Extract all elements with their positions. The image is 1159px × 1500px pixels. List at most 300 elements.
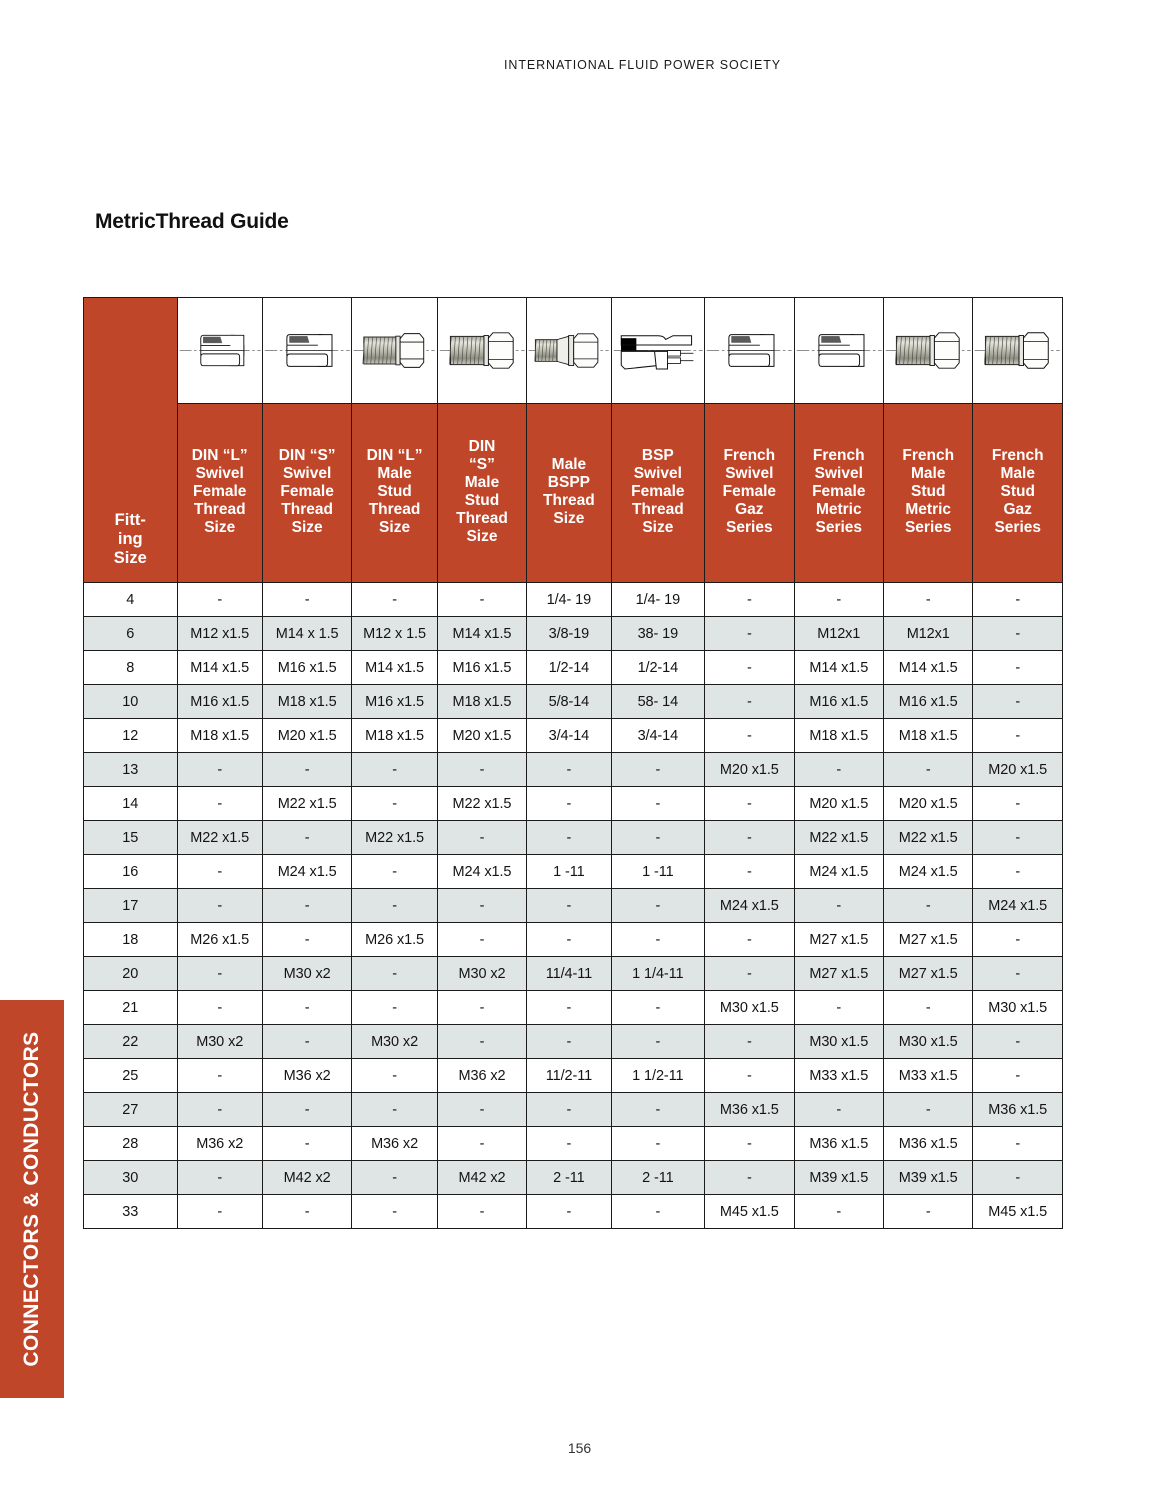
cell-r11-c6: - [705,957,794,991]
cell-r17-c0: - [177,1161,262,1195]
cell-r18-c2: - [352,1195,437,1229]
cell-r11-c0: - [177,957,262,991]
cell-r14-c8: M33 x1.5 [884,1059,973,1093]
cell-r14-c6: - [705,1059,794,1093]
cell-r10-c8: M27 x1.5 [884,923,973,957]
column-header-line: Female [722,482,777,500]
fitting-size-header-line: Fitt- [114,511,146,530]
column-header-line: Thread [631,501,684,519]
column-header-line: Metric [815,501,862,519]
column-header-1 [262,404,351,583]
cell-r17-c7: M39 x1.5 [794,1161,883,1195]
metric-thread-table [83,297,1063,1229]
cell-r4-c2: M18 x1.5 [352,719,437,753]
cell-r11-c2: - [352,957,437,991]
column-header-line: Stud [911,482,946,500]
cell-r17-c1: M42 x2 [262,1161,351,1195]
cell-r2-c9: - [973,651,1063,685]
cell-r4-c8: M18 x1.5 [884,719,973,753]
cell-r10-c4: - [527,923,611,957]
cell-r0-c5: 1/4- 19 [611,583,705,617]
table-row [84,889,1063,923]
fitting-size-header-line: Size [113,549,147,568]
table-row [84,1093,1063,1127]
fitting-size-header-line: ing [117,530,143,549]
swivel-female-fitting-figure [262,298,351,404]
cell-r15-c1: - [262,1093,351,1127]
page-number: 156 [567,1440,592,1456]
table-row [84,1127,1063,1161]
cell-fitting-size: 21 [84,991,178,1025]
cell-r2-c0: M14 x1.5 [177,651,262,685]
cell-r13-c4: - [527,1025,611,1059]
cell-r13-c1: - [262,1025,351,1059]
cell-fitting-size: 10 [84,685,178,719]
cell-r18-c3: - [437,1195,526,1229]
cell-r4-c5: 3/4-14 [611,719,705,753]
cell-r18-c4: - [527,1195,611,1229]
cell-r9-c2: - [352,889,437,923]
table-row [84,1025,1063,1059]
cell-r16-c7: M36 x1.5 [794,1127,883,1161]
column-header-line: Size [291,519,323,537]
cell-r3-c7: M16 x1.5 [794,685,883,719]
cell-r17-c2: - [352,1161,437,1195]
cell-r9-c5: - [611,889,705,923]
male-stud-fitting-figure [437,298,526,404]
metric-thread-table-wrapper [83,297,1063,1229]
table-row [84,821,1063,855]
cell-r14-c0: - [177,1059,262,1093]
cell-r14-c9: - [973,1059,1063,1093]
cell-r7-c9: - [973,821,1063,855]
cell-r12-c0: - [177,991,262,1025]
cell-r7-c4: - [527,821,611,855]
cell-r1-c6: - [705,617,794,651]
cell-r1-c9: - [973,617,1063,651]
column-header-line: BSPP [547,473,590,491]
column-header-line: Swivel [725,464,774,482]
cell-r5-c1: - [262,753,351,787]
cell-r12-c9: M30 x1.5 [973,991,1063,1025]
cell-r1-c1: M14 x 1.5 [262,617,351,651]
cell-r0-c9: - [973,583,1063,617]
cell-r11-c9: - [973,957,1063,991]
cell-r9-c3: - [437,889,526,923]
column-header-line: Female [193,482,247,500]
cell-r15-c3: - [437,1093,526,1127]
cell-r4-c1: M20 x1.5 [262,719,351,753]
cell-r18-c1: - [262,1195,351,1229]
cell-fitting-size: 18 [84,923,178,957]
cell-r0-c2: - [352,583,437,617]
cell-r9-c1: - [262,889,351,923]
cell-r12-c3: - [437,991,526,1025]
cell-r13-c3: - [437,1025,526,1059]
table-row [84,957,1063,991]
cell-r2-c1: M16 x1.5 [262,651,351,685]
cell-r13-c6: - [705,1025,794,1059]
cell-r3-c4: 5/8-14 [527,685,611,719]
table-row [84,617,1063,651]
column-header-line: Gaz [735,501,764,519]
cell-r13-c5: - [611,1025,705,1059]
cell-r3-c8: M16 x1.5 [884,685,973,719]
cell-r4-c7: M18 x1.5 [794,719,883,753]
cell-r7-c2: M22 x1.5 [352,821,437,855]
cell-r18-c6: M45 x1.5 [705,1195,794,1229]
cell-r8-c0: - [177,855,262,889]
cell-r7-c1: - [262,821,351,855]
column-header-4 [527,404,611,583]
column-header-0 [177,404,262,583]
cell-r15-c7: - [794,1093,883,1127]
cell-r11-c5: 1 1/4-11 [611,957,705,991]
cell-r14-c4: 11/2-11 [527,1059,611,1093]
cell-r11-c3: M30 x2 [437,957,526,991]
cell-r16-c1: - [262,1127,351,1161]
column-header-line: Male [464,473,500,491]
cell-r8-c2: - [352,855,437,889]
cell-r18-c9: M45 x1.5 [973,1195,1063,1229]
cell-r11-c4: 11/4-11 [527,957,611,991]
column-header-line: BSP [641,446,674,464]
fitting-image-row [84,298,1063,404]
cell-r16-c9: - [973,1127,1063,1161]
column-header-line: Stud [1000,482,1035,500]
table-row [84,1161,1063,1195]
cell-r10-c9: - [973,923,1063,957]
column-header-line: Size [379,519,411,537]
cell-r10-c2: M26 x1.5 [352,923,437,957]
cell-r5-c0: - [177,753,262,787]
cell-fitting-size: 25 [84,1059,178,1093]
column-header-line: Gaz [1003,501,1032,519]
cell-r7-c6: - [705,821,794,855]
cell-r9-c0: - [177,889,262,923]
cell-r15-c6: M36 x1.5 [705,1093,794,1127]
cell-fitting-size: 20 [84,957,178,991]
column-header-line: Stud [464,492,500,509]
cell-r14-c1: M36 x2 [262,1059,351,1093]
column-header-line: Series [726,519,773,537]
cell-r8-c3: M24 x1.5 [437,855,526,889]
cell-r1-c8: M12x1 [884,617,973,651]
column-header-8 [884,404,973,583]
french-male-stud-gaz-figure [973,298,1063,404]
cell-r8-c5: 1 -11 [611,855,705,889]
cell-r1-c0: M12 x1.5 [177,617,262,651]
cell-r15-c9: M36 x1.5 [973,1093,1063,1127]
cell-r9-c4: - [527,889,611,923]
column-header-line: Male [1000,464,1035,482]
cell-fitting-size: 22 [84,1025,178,1059]
cell-r10-c3: - [437,923,526,957]
column-header-line: Series [815,519,863,537]
column-header-line: Female [812,482,866,500]
table-row [84,1195,1063,1229]
column-header-2 [352,404,437,583]
male-bspp-fitting-figure [527,298,611,404]
column-header-line: DIN “L” [191,446,248,464]
cell-r6-c7: M20 x1.5 [794,787,883,821]
cell-r4-c3: M20 x1.5 [437,719,526,753]
cell-r0-c7: - [794,583,883,617]
cell-r2-c7: M14 x1.5 [794,651,883,685]
cell-fitting-size: 30 [84,1161,178,1195]
cell-r8-c4: 1 -11 [527,855,611,889]
cell-r6-c1: M22 x1.5 [262,787,351,821]
column-header-line: Male [377,464,412,482]
column-header-line: Thread [193,501,246,519]
cell-r0-c8: - [884,583,973,617]
cell-r16-c5: - [611,1127,705,1161]
table-row [84,685,1063,719]
cell-r5-c9: M20 x1.5 [973,753,1063,787]
table-row [84,787,1063,821]
cell-r16-c3: - [437,1127,526,1161]
french-swivel-female-gaz-figure [705,298,794,404]
cell-r12-c1: - [262,991,351,1025]
cell-r6-c8: M20 x1.5 [884,787,973,821]
table-row [84,583,1063,617]
cell-r10-c0: M26 x1.5 [177,923,262,957]
cell-r13-c2: M30 x2 [352,1025,437,1059]
cell-r14-c5: 1 1/2-11 [611,1059,705,1093]
cell-r17-c8: M39 x1.5 [884,1161,973,1195]
side-tab-label: CONNECTORS & CONDUCTORS [20,1031,43,1367]
cell-r7-c3: - [437,821,526,855]
column-header-line: DIN “S” [278,446,336,464]
cell-r9-c9: M24 x1.5 [973,889,1063,923]
cell-r8-c1: M24 x1.5 [262,855,351,889]
cell-fitting-size: 27 [84,1093,178,1127]
column-header-line: DIN [468,437,496,455]
cell-r16-c0: M36 x2 [177,1127,262,1161]
cell-r6-c5: - [611,787,705,821]
cell-fitting-size: 13 [84,753,178,787]
cell-fitting-size: 12 [84,719,178,753]
cell-r3-c6: - [705,685,794,719]
column-header-line: Swivel [195,464,244,482]
cell-r8-c9: - [973,855,1063,889]
cell-r6-c2: - [352,787,437,821]
table-head [84,298,1063,583]
column-header-5 [611,404,705,583]
cell-r18-c0: - [177,1195,262,1229]
column-header-line: Male [910,464,946,482]
cell-r0-c1: - [262,583,351,617]
cell-r4-c9: - [973,719,1063,753]
cell-r1-c2: M12 x 1.5 [352,617,437,651]
cell-r8-c7: M24 x1.5 [794,855,883,889]
cell-r3-c3: M18 x1.5 [437,685,526,719]
column-header-line: French [812,446,865,464]
cell-r0-c6: - [705,583,794,617]
cell-r5-c4: - [527,753,611,787]
cell-r2-c6: - [705,651,794,685]
column-header-line: Thread [456,510,508,528]
column-header-line: Size [553,510,585,528]
table-row [84,855,1063,889]
column-header-line: Metric [905,501,952,519]
cell-r12-c5: - [611,991,705,1025]
cell-r12-c4: - [527,991,611,1025]
cell-r0-c3: - [437,583,526,617]
cell-r15-c4: - [527,1093,611,1127]
cell-r7-c5: - [611,821,705,855]
cell-fitting-size: 14 [84,787,178,821]
cell-r14-c3: M36 x2 [437,1059,526,1093]
cell-fitting-size: 4 [84,583,178,617]
column-header-line: French [723,446,776,464]
table-row [84,991,1063,1025]
table-body [84,583,1063,1229]
cell-r9-c8: - [884,889,973,923]
running-head-text: INTERNATIONAL FLUID POWER SOCIETY [504,58,781,72]
cell-r6-c3: M22 x1.5 [437,787,526,821]
column-header-line: Series [904,519,952,537]
cell-r15-c0: - [177,1093,262,1127]
table-row [84,719,1063,753]
swivel-female-fitting-figure [177,298,262,404]
page-title: MetricThread Guide [95,210,289,233]
cell-r2-c8: M14 x1.5 [884,651,973,685]
cell-r17-c6: - [705,1161,794,1195]
cell-r5-c2: - [352,753,437,787]
cell-r3-c5: 58- 14 [611,685,705,719]
column-header-line: Swivel [283,464,332,482]
cell-r12-c2: - [352,991,437,1025]
cell-r5-c6: M20 x1.5 [705,753,794,787]
cell-r14-c7: M33 x1.5 [794,1059,883,1093]
cell-r10-c7: M27 x1.5 [794,923,883,957]
cell-r10-c5: - [611,923,705,957]
cell-r11-c7: M27 x1.5 [794,957,883,991]
cell-r14-c2: - [352,1059,437,1093]
cell-r1-c5: 38- 19 [611,617,705,651]
cell-r16-c4: - [527,1127,611,1161]
cell-r15-c5: - [611,1093,705,1127]
cell-r12-c7: - [794,991,883,1025]
cell-r6-c6: - [705,787,794,821]
column-header-line: Series [994,519,1041,537]
column-header-line: Size [204,519,236,537]
cell-r10-c1: - [262,923,351,957]
cell-r6-c4: - [527,787,611,821]
cell-r15-c8: - [884,1093,973,1127]
cell-r11-c1: M30 x2 [262,957,351,991]
cell-fitting-size: 15 [84,821,178,855]
cell-r17-c3: M42 x2 [437,1161,526,1195]
column-header-line: Size [466,528,498,546]
cell-r5-c3: - [437,753,526,787]
cell-r1-c7: M12x1 [794,617,883,651]
cell-fitting-size: 8 [84,651,178,685]
cell-fitting-size: 16 [84,855,178,889]
column-header-line: Female [280,482,334,500]
cell-r9-c7: - [794,889,883,923]
table-row [84,753,1063,787]
cell-r13-c0: M30 x2 [177,1025,262,1059]
running-head [0,58,1159,72]
french-swivel-female-metric-figure [794,298,883,404]
column-header-9 [973,404,1063,583]
cell-r2-c2: M14 x1.5 [352,651,437,685]
cell-r18-c8: - [884,1195,973,1229]
cell-r10-c6: - [705,923,794,957]
cell-r11-c8: M27 x1.5 [884,957,973,991]
column-header-line: Size [642,519,674,537]
column-header-line: Swivel [633,464,682,482]
side-tab-connectors-conductors [0,1000,64,1398]
cell-r17-c4: 2 -11 [527,1161,611,1195]
column-header-line: French [991,446,1044,464]
cell-r7-c8: M22 x1.5 [884,821,973,855]
column-header-line: DIN “L” [366,446,423,464]
cell-r16-c6: - [705,1127,794,1161]
cell-r2-c5: 1/2-14 [611,651,705,685]
cell-r6-c9: - [973,787,1063,821]
cell-fitting-size: 33 [84,1195,178,1229]
column-header-row [84,404,1063,583]
cell-r2-c3: M16 x1.5 [437,651,526,685]
cell-r5-c7: - [794,753,883,787]
cell-r4-c4: 3/4-14 [527,719,611,753]
cell-r4-c6: - [705,719,794,753]
bsp-swivel-female-fitting-figure [611,298,705,404]
cell-r1-c4: 3/8-19 [527,617,611,651]
cell-r17-c9: - [973,1161,1063,1195]
cell-r8-c8: M24 x1.5 [884,855,973,889]
column-header-fitting-size [84,298,178,583]
french-male-stud-metric-figure [884,298,973,404]
table-row [84,651,1063,685]
column-header-7 [794,404,883,583]
cell-r13-c9: - [973,1025,1063,1059]
column-header-line: Thread [543,492,595,509]
cell-r16-c2: M36 x2 [352,1127,437,1161]
cell-r3-c1: M18 x1.5 [262,685,351,719]
cell-r7-c7: M22 x1.5 [794,821,883,855]
cell-r1-c3: M14 x1.5 [437,617,526,651]
cell-r5-c8: - [884,753,973,787]
cell-fitting-size: 17 [84,889,178,923]
column-header-3 [437,404,526,583]
male-stud-fitting-figure [352,298,437,404]
cell-r12-c6: M30 x1.5 [705,991,794,1025]
cell-r13-c7: M30 x1.5 [794,1025,883,1059]
column-header-line: Female [631,482,685,500]
cell-r9-c6: M24 x1.5 [705,889,794,923]
cell-r2-c4: 1/2-14 [527,651,611,685]
column-header-line: Swivel [814,464,863,482]
cell-r16-c8: M36 x1.5 [884,1127,973,1161]
column-header-line: “S” [469,455,495,473]
cell-r18-c5: - [611,1195,705,1229]
cell-r0-c4: 1/4- 19 [527,583,611,617]
column-header-line: Stud [377,482,412,500]
cell-r8-c6: - [705,855,794,889]
cell-r6-c0: - [177,787,262,821]
cell-fitting-size: 6 [84,617,178,651]
column-header-line: Thread [368,501,421,519]
column-header-line: Male [551,455,587,473]
cell-r13-c8: M30 x1.5 [884,1025,973,1059]
cell-r17-c5: 2 -11 [611,1161,705,1195]
cell-fitting-size: 28 [84,1127,178,1161]
table-row [84,923,1063,957]
